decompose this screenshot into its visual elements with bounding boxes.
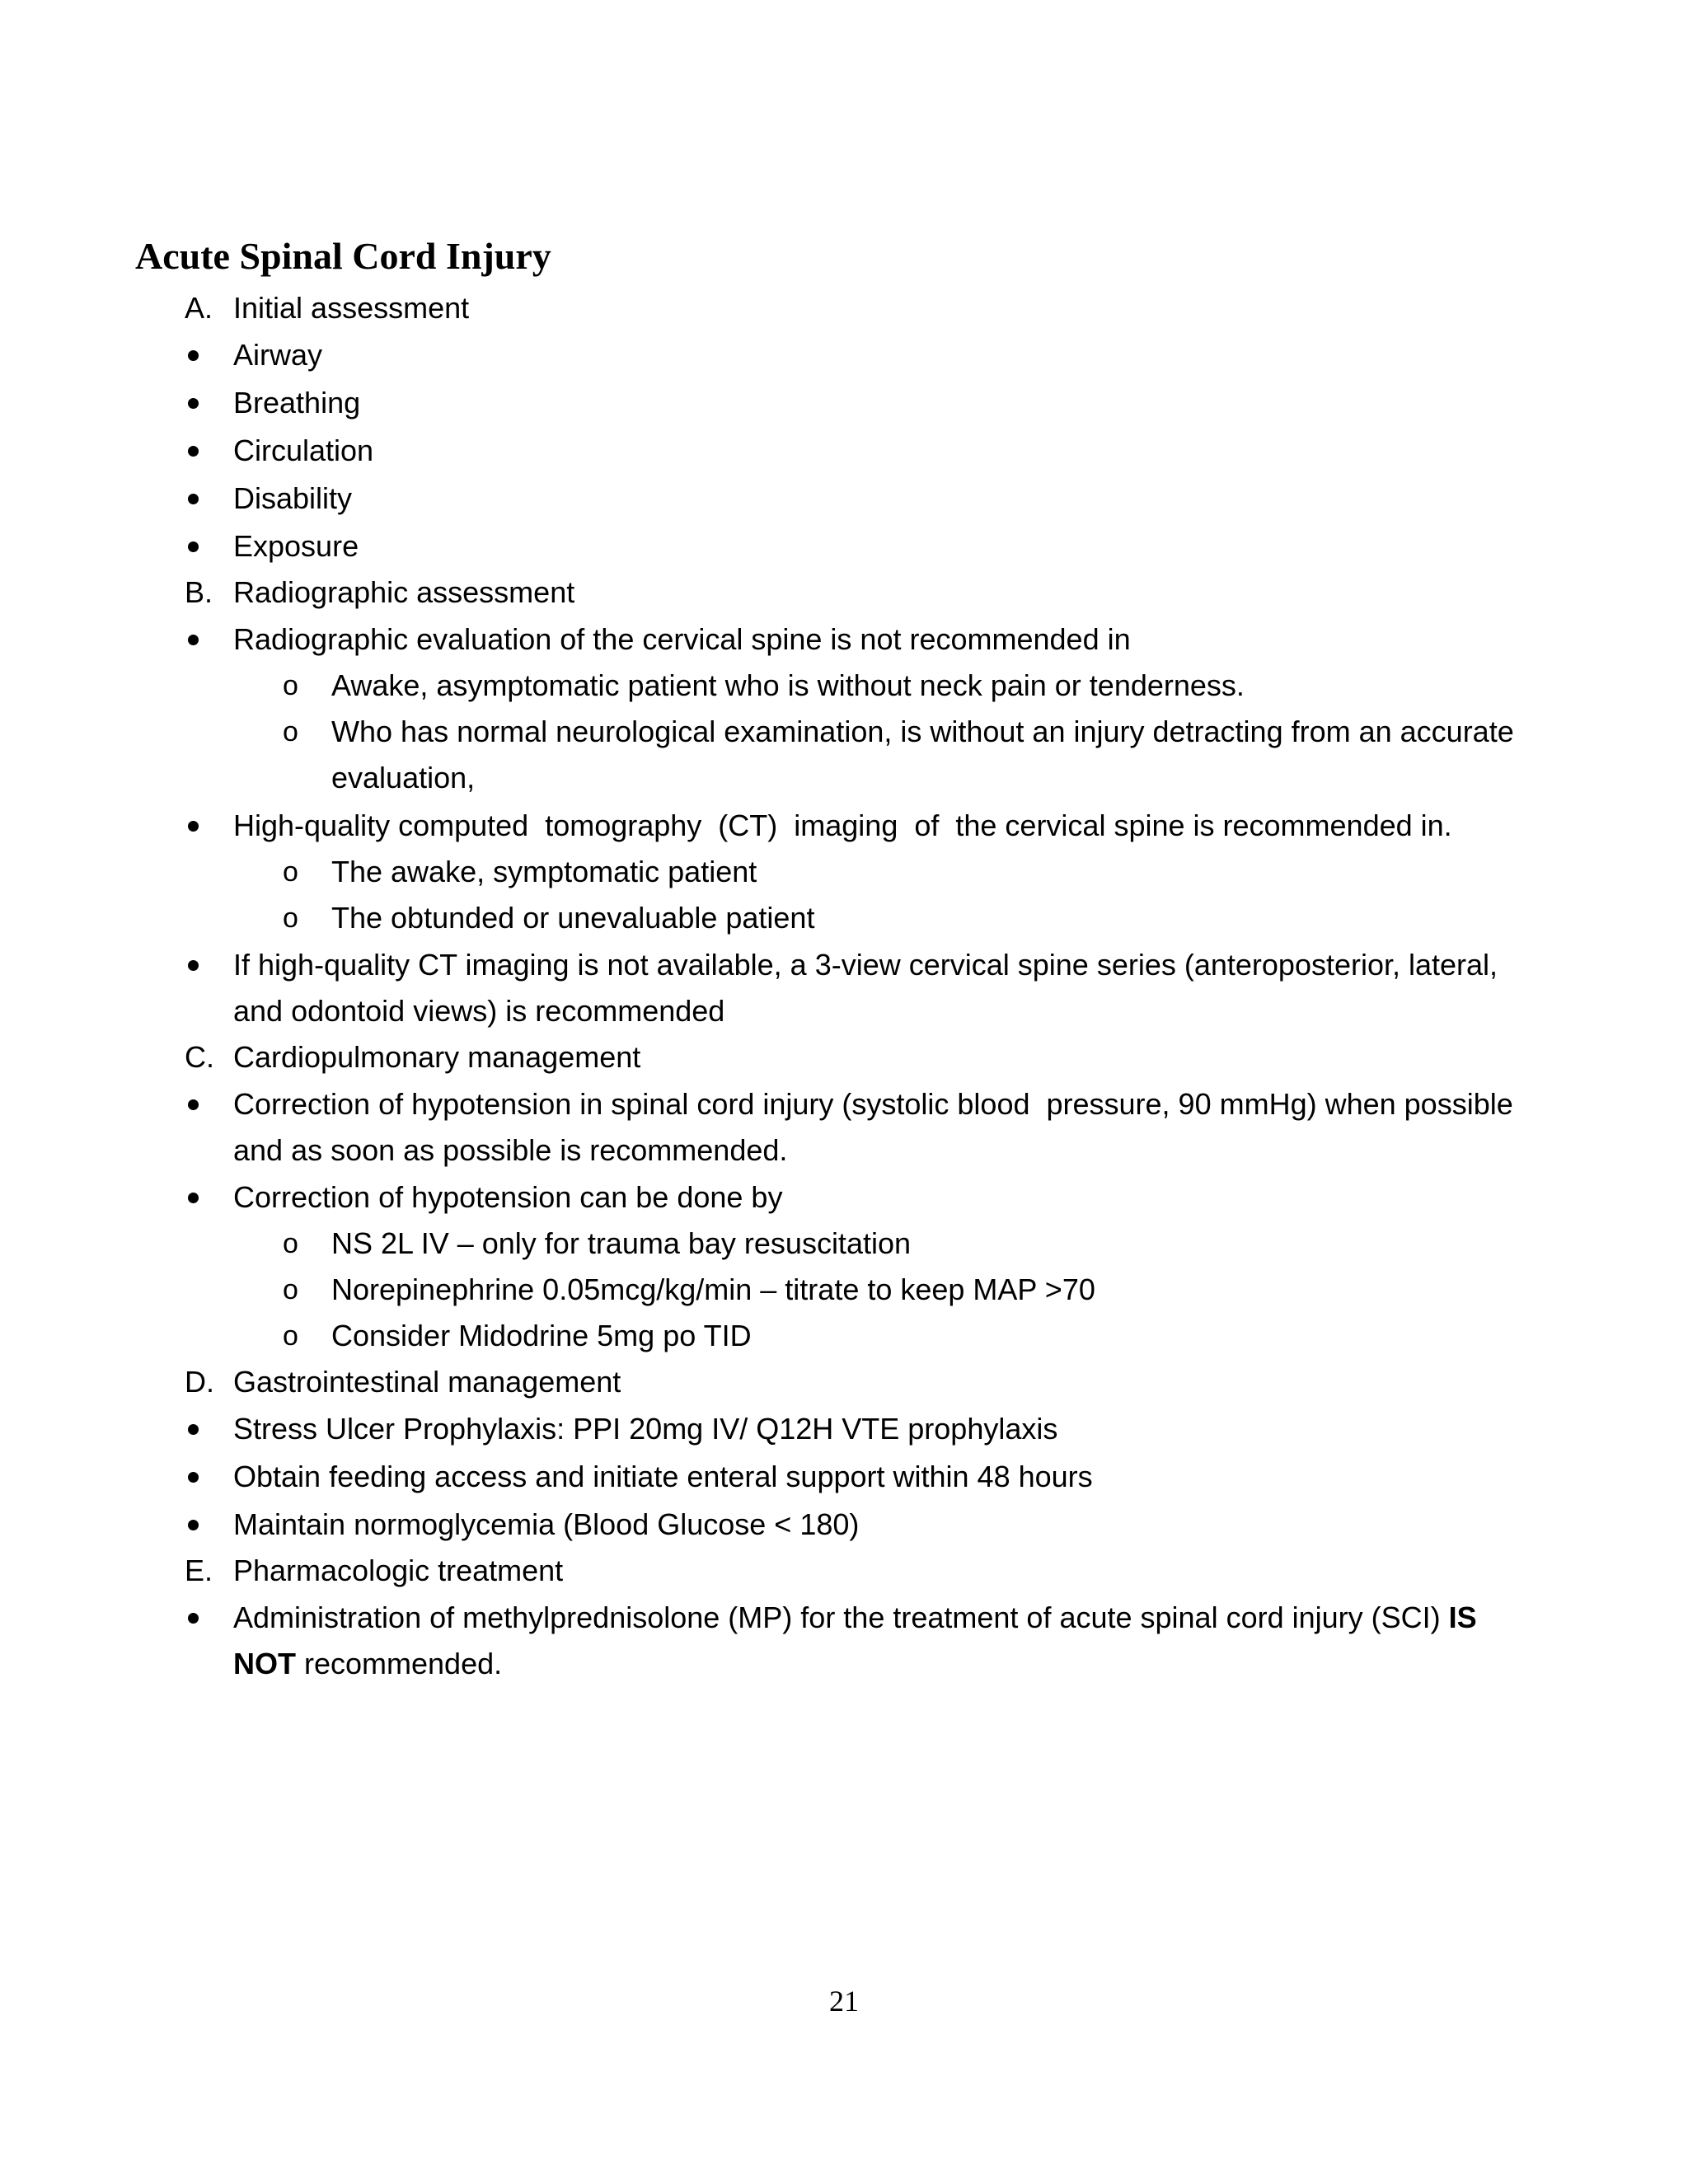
bullet-icon	[188, 446, 199, 457]
sub-bullet-icon: o	[283, 716, 298, 748]
bullet-icon	[188, 350, 199, 361]
list-item: Correction of hypotension in spinal cord injury (systolic blood pressure, 90 mmHg) when possible	[233, 1087, 1513, 1121]
sub-list-item: NS 2L IV – only for trauma bay resuscitation	[331, 1226, 912, 1260]
list-item	[233, 1595, 1477, 1641]
bullet-icon	[188, 821, 199, 832]
sub-bullet-icon: o	[283, 1228, 298, 1259]
bullet-icon	[188, 960, 199, 971]
emphasis-text: IS	[1448, 1601, 1477, 1634]
sub-bullet-icon: o	[283, 902, 298, 934]
section-marker-e: E.	[185, 1554, 213, 1587]
sub-list-item: Consider Midodrine 5mg po TID	[331, 1319, 752, 1352]
list-item: Airway	[233, 338, 323, 372]
bullet-icon	[188, 1099, 199, 1110]
section-marker-d: D.	[185, 1365, 214, 1399]
bullet-icon	[188, 635, 199, 645]
section-heading-c: Cardiopulmonary management	[233, 1040, 641, 1074]
page-number: 21	[829, 1985, 859, 2018]
bullet-icon	[188, 494, 199, 504]
sub-list-item-continuation: evaluation,	[331, 761, 476, 794]
list-item: Obtain feeding access and initiate enteral support within 48 hours	[233, 1460, 1093, 1493]
sub-bullet-icon: o	[283, 670, 298, 701]
bullet-icon	[188, 398, 199, 409]
page-title: Acute Spinal Cord Injury	[135, 235, 551, 277]
list-item: Correction of hypotension can be done by	[233, 1180, 783, 1214]
emphasis-text: NOT	[233, 1647, 296, 1680]
list-item-continuation: and as soon as possible is recommended.	[233, 1133, 788, 1167]
list-item: If high-quality CT imaging is not available, a 3-view cervical spine series (anteroposterior, lateral,	[233, 948, 1498, 982]
sub-list-item: The awake, symptomatic patient	[331, 855, 757, 888]
list-item: Circulation	[233, 434, 374, 467]
bullet-icon	[188, 1613, 199, 1624]
bullet-icon	[188, 1472, 199, 1483]
bullet-icon	[188, 541, 199, 552]
section-heading-b: Radiographic assessment	[233, 575, 575, 609]
list-item-continuation	[233, 1641, 502, 1687]
list-item: Disability	[233, 481, 353, 515]
list-item: Radiographic evaluation of the cervical spine is not recommended in	[233, 622, 1131, 656]
section-heading-a: Initial assessment	[233, 291, 470, 325]
list-item: Stress Ulcer Prophylaxis: PPI 20mg IV/ Q12H VTE prophylaxis	[233, 1412, 1058, 1446]
sub-bullet-icon: o	[283, 1320, 298, 1352]
section-heading-e: Pharmacologic treatment	[233, 1554, 564, 1587]
list-item: Breathing	[233, 386, 361, 419]
sub-bullet-icon: o	[283, 1274, 298, 1305]
section-marker-c: C.	[185, 1040, 214, 1074]
section-heading-d: Gastrointestinal management	[233, 1365, 621, 1399]
bullet-icon	[188, 1520, 199, 1530]
sub-list-item: Norepinephrine 0.05mcg/kg/min – titrate to keep MAP >70	[331, 1272, 1095, 1306]
section-marker-a: A.	[185, 291, 213, 325]
list-item-text: recommended.	[296, 1647, 503, 1680]
list-item: Maintain normoglycemia (Blood Glucose < 180)	[233, 1507, 860, 1541]
sub-list-item: The obtunded or unevaluable patient	[331, 901, 815, 935]
sub-list-item: Awake, asymptomatic patient who is without neck pain or tenderness.	[331, 668, 1245, 702]
sub-list-item: Who has normal neurological examination, is without an injury detracting from an accurate	[331, 715, 1514, 748]
list-item-text: Administration of methylprednisolone (MP) for the treatment of acute spinal cord injury (SCI)	[233, 1601, 1449, 1634]
bullet-icon	[188, 1424, 199, 1435]
section-marker-b: B.	[185, 575, 213, 609]
list-item: Exposure	[233, 529, 359, 563]
list-item-continuation: and odontoid views) is recommended	[233, 994, 725, 1028]
bullet-icon	[188, 1193, 199, 1203]
list-item: High-quality computed tomography (CT) imaging of the cervical spine is recommended in.	[233, 808, 1452, 842]
sub-bullet-icon: o	[283, 856, 298, 888]
